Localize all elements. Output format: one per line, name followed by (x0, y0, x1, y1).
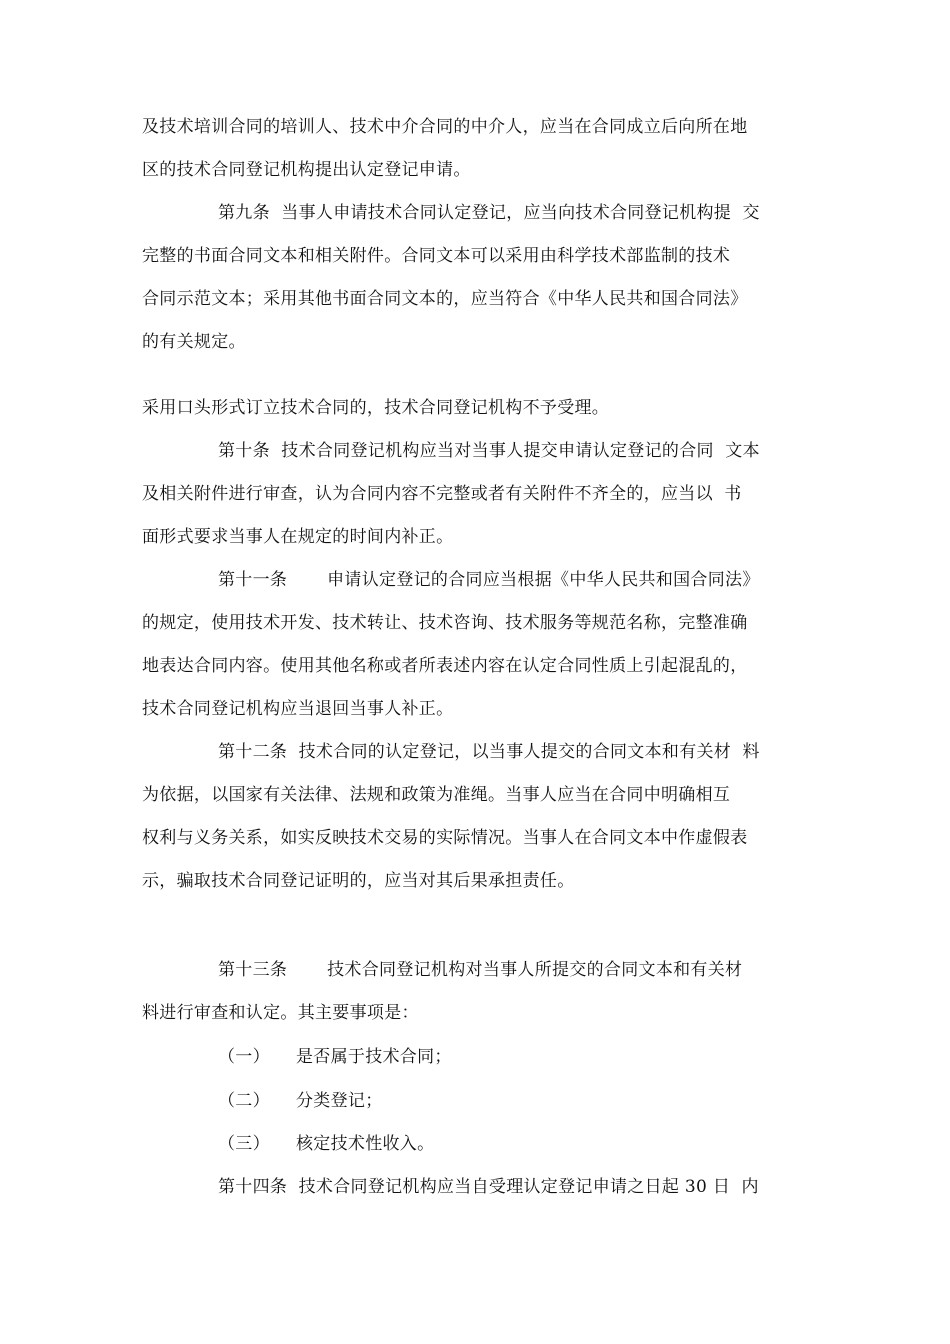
article-13-heading-line: 第十三条 技术合同登记机构对当事人所提交的合同文本和有关材 (218, 960, 743, 980)
text-line: 及技术培训合同的培训人、技术中介合同的中介人，应当在合同成立后向所在地 (142, 117, 748, 137)
text-line: 权利与义务关系，如实反映技术交易的实际情况。当事人在合同文本中作虚假表 (142, 828, 748, 848)
list-item-number: （二） (218, 1091, 270, 1111)
article-14-heading-line: 第十四条 技术合同登记机构应当自受理认定登记申请之日起 30 日 内 (218, 1177, 759, 1197)
article-10-heading-line: 第十条 技术合同登记机构应当对当事人提交申请认定登记的合同 文本 (218, 441, 760, 461)
list-item-number: （一） (218, 1047, 270, 1067)
text-line: 地表达合同内容。使用其他名称或者所表述内容在认定合同性质上引起混乱的， (142, 656, 748, 676)
list-item-number: （三） (218, 1134, 270, 1154)
text-line: 面形式要求当事人在规定的时间内补正。 (142, 527, 454, 547)
text-line: 及相关附件进行审查，认为合同内容不完整或者有关附件不齐全的，应当以 书 (142, 484, 742, 504)
text-line: 采用口头形式订立技术合同的，技术合同登记机构不予受理。 (142, 398, 610, 418)
list-item-text: 分类登记； (296, 1091, 383, 1111)
article-12-heading-line: 第十二条 技术合同的认定登记，以当事人提交的合同文本和有关材 料 (218, 742, 760, 762)
text-line: 为依据，以国家有关法律、法规和政策为准绳。当事人应当在合同中明确相互 (142, 785, 731, 805)
text-line: 的规定，使用技术开发、技术转让、技术咨询、技术服务等规范名称，完整准确 (142, 613, 748, 633)
text-line: 区的技术合同登记机构提出认定登记申请。 (142, 160, 471, 180)
article-9-heading-line: 第九条 当事人申请技术合同认定登记，应当向技术合同登记机构提 交 (218, 203, 760, 223)
article-11-heading-line: 第十一条 申请认定登记的合同应当根据《中华人民共和国合同法》 (218, 570, 760, 590)
text-line: 料进行审查和认定。其主要事项是： (142, 1003, 419, 1023)
text-line: 的有关规定。 (142, 332, 246, 352)
list-item-text: 是否属于技术合同； (296, 1047, 452, 1067)
text-line: 示，骗取技术合同登记证明的，应当对其后果承担责任。 (142, 871, 575, 891)
text-line: 完整的书面合同文本和相关附件。合同文本可以采用由科学技术部监制的技术 (142, 246, 731, 266)
list-item-text: 核定技术性收入。 (296, 1134, 435, 1154)
text-line: 技术合同登记机构应当退回当事人补正。 (142, 699, 454, 719)
text-line: 合同示范文本；采用其他书面合同文本的，应当符合《中华人民共和国合同法》 (142, 289, 748, 309)
